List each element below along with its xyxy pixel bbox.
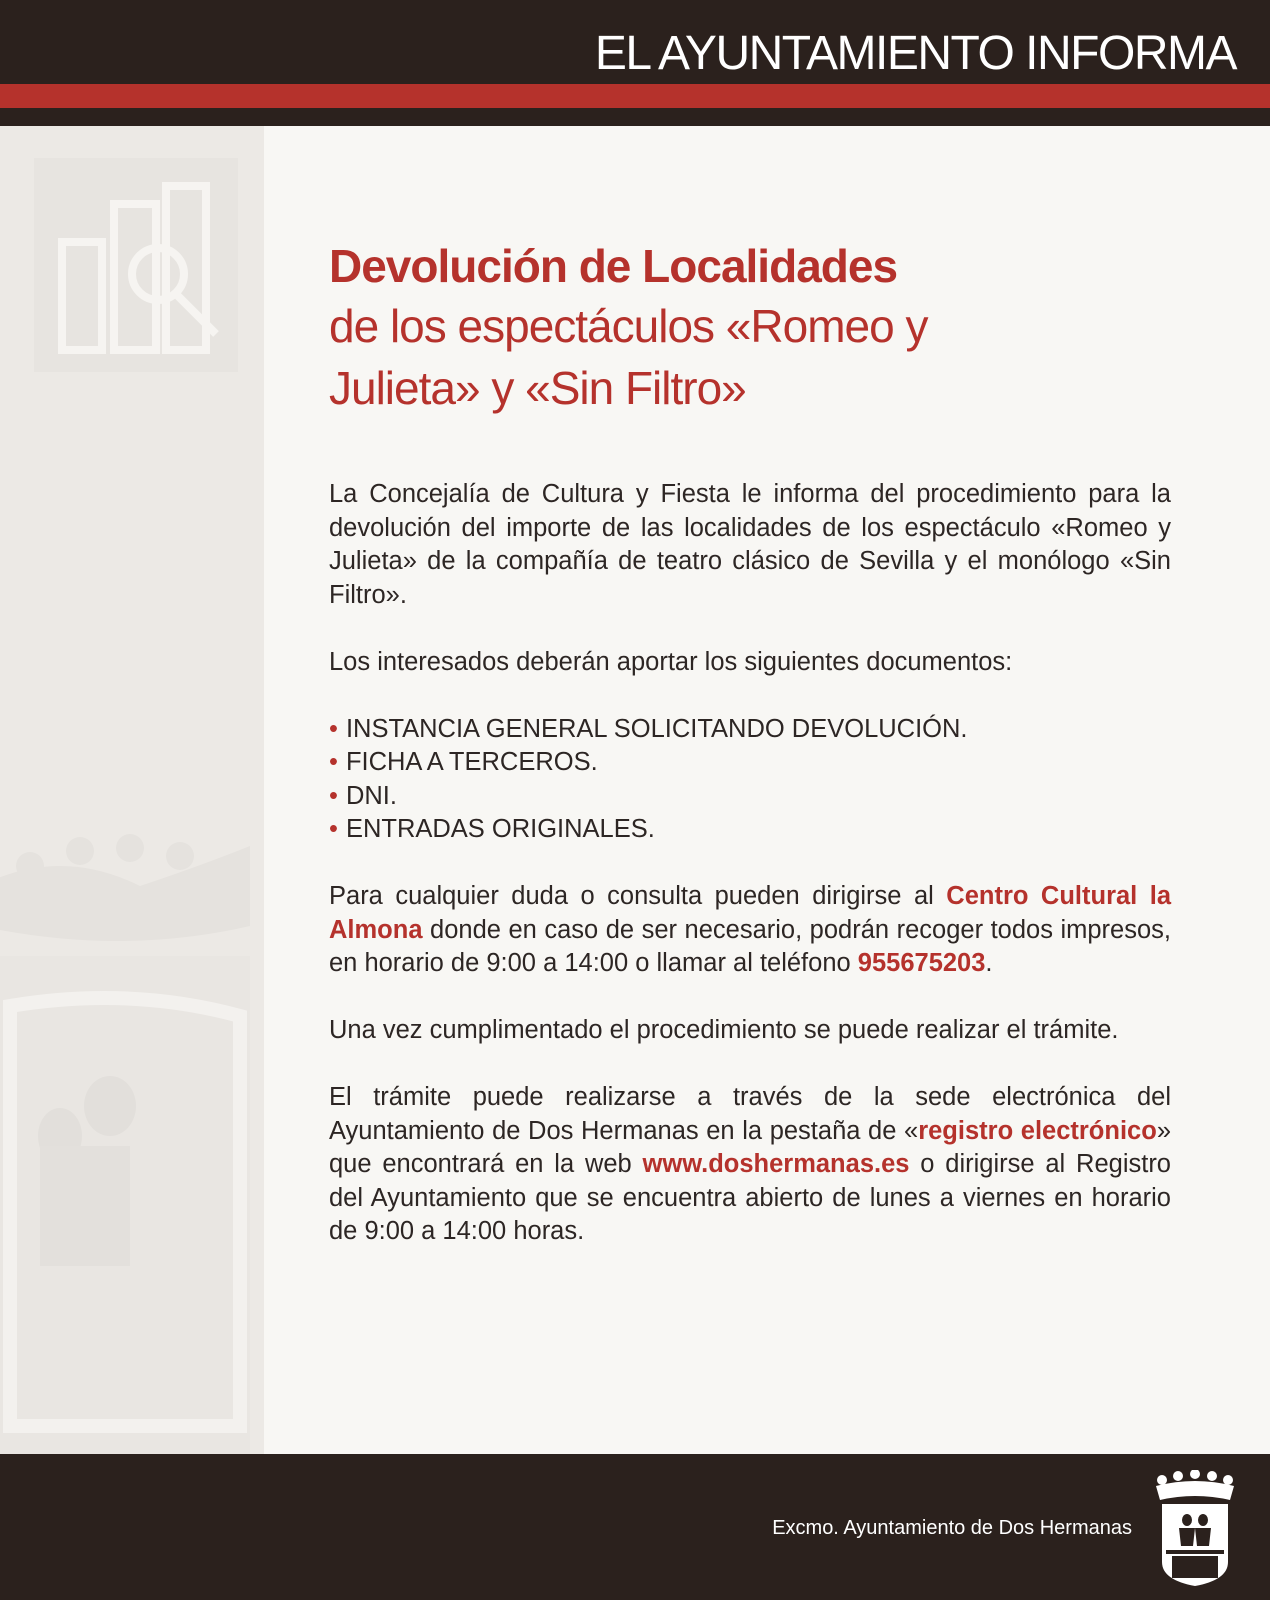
list-item-text: ENTRADAS ORIGINALES. [345,815,655,843]
contact-text-middle: donde en caso de ser necesario, podrán recoger todos impresos, en horario de 9:00 a 14:00 o llamar al teléfono [329,915,1171,977]
footer-organization-name: Excmo. Ayuntamiento de Dos Hermanas [772,1517,1132,1539]
list-item-text: FICHA A TERCEROS. [345,748,598,776]
contact-text-start: Para cualquier duda o consulta pueden dirigirse al [329,882,947,910]
phone-number: 955675203 [857,949,986,977]
electronic-registry-tab-name: registro electrónico [918,1116,1157,1145]
decorative-side-panel [0,126,264,1454]
header-red-stripe [0,84,1270,108]
procedure-text-middle: » que encontrará en la web [329,1116,1171,1178]
bullet-icon: • [329,748,338,776]
procedure-paragraph [329,1081,1171,1249]
intro-paragraph: La Concejalía de Cultura y Fiesta le informa del procedimiento para la devolución del importe de las localidades de los espectáculo «Romeo y Julieta» de la compañía de teatro clásico de Sevilla y el monólogo «Sin Filtro». [329,480,1171,609]
list-item [329,813,1171,847]
procedure-text-start: El trámite puede realizarse a través de la sede electrónica del Ayuntamiento de Dos Hermanas en la pestaña de « [329,1083,1171,1145]
documents-intro: Los interesados deberán aportar los siguientes documentos: [329,647,1013,676]
watermark-crest-icon [0,834,250,1454]
list-item [329,713,1171,747]
list-item-text: INSTANCIA GENERAL SOLICITANDO DEVOLUCIÓN. [345,714,968,743]
list-item [329,746,1171,780]
bullet-icon: • [329,815,338,843]
announcement-title [329,237,1189,419]
title-main: Devolución de Localidades [329,240,898,292]
contact-paragraph [329,880,1171,981]
list-item-text: DNI. [345,781,397,810]
header-title: EL AYUNTAMIENTO INFORMA [594,27,1236,80]
watermark-illustration [0,126,264,1454]
documents-list [329,713,1171,847]
coat-of-arms-icon [1152,1470,1238,1588]
contact-text-end: . [985,949,993,977]
website-link[interactable]: www.doshermanas.es [642,1150,910,1178]
header-dark-stripe [0,108,1270,126]
cultural-center-name: Centro Cultural la Almona [329,882,1172,944]
completion-paragraph: Una vez cumplimentado el procedimiento se puede realizar el trámite. [329,1016,1119,1044]
announcement-body [329,478,1171,1282]
list-item [329,780,1171,814]
title-line-3: Julieta» y «Sin Filtro» [329,362,746,414]
title-line-2: de los espectáculos «Romeo y [329,300,928,352]
bullet-icon: • [329,714,338,743]
procedure-text-end: o dirigirse al Registro del Ayuntamiento que se encuentra abierto de lunes a viernes en horario de 9:00 a 14:00 horas. [329,1150,1171,1245]
bullet-icon: • [329,781,338,810]
